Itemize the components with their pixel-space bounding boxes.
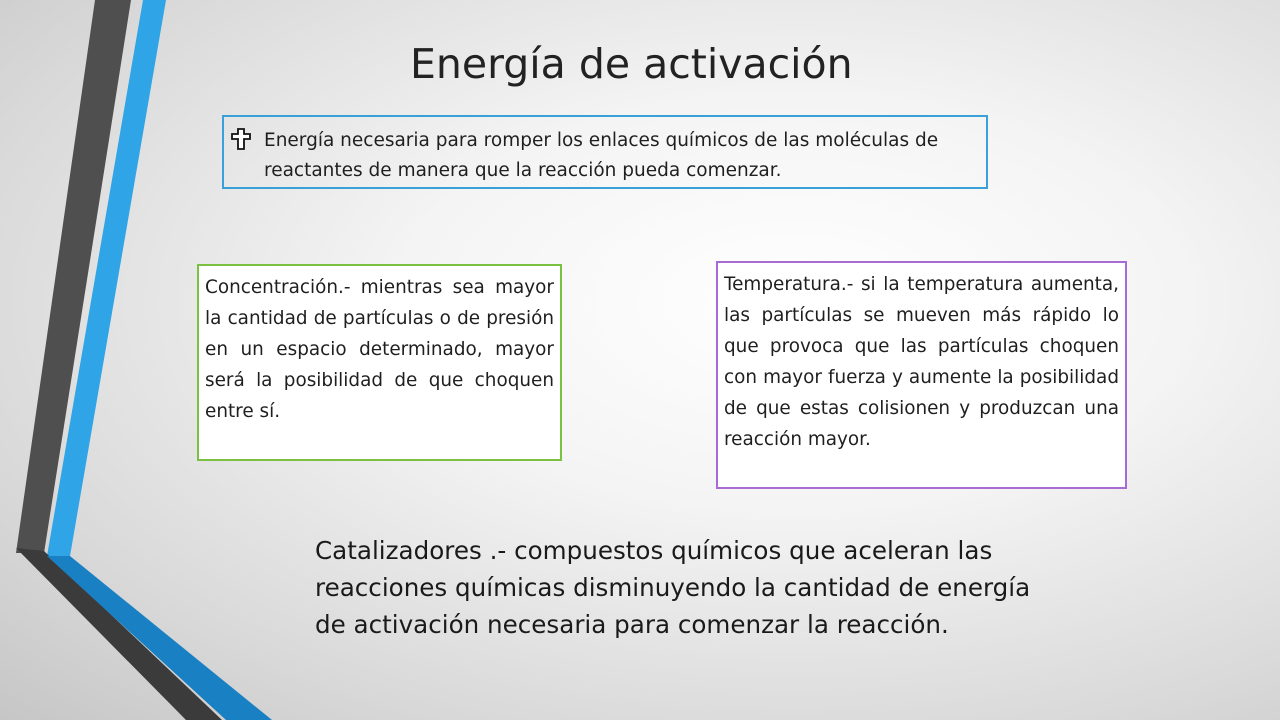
temperature-text: Temperatura.- si la temperatura aumenta, las partículas se mueven más rápido lo que provoca que las partículas choquen con mayor fuerza y aumente la posibilidad de que estas colisionen y produzcan una reacción mayor. (724, 274, 1119, 450)
cross-bullet-icon (231, 128, 251, 150)
concentration-box (197, 264, 562, 461)
definition-text: Energía necesaria para romper los enlaces químicos de las moléculas de reactantes de manera que la reacción pueda comenzar. (264, 130, 939, 181)
concentration-text: Concentración.- mientras sea mayor la cantidad de partículas o de presión en un espacio determinado, mayor será la posibilidad de que choquen entre sí. (205, 277, 554, 422)
temperature-box (716, 261, 1127, 489)
slide-title: Energía de activación (410, 40, 853, 88)
catalysts-text: Catalizadores .- compuestos químicos que aceleran las reacciones químicas disminuyendo la cantidad de energía de activación necesaria para comenzar la reacción. (315, 536, 1031, 639)
dark-lower-stripe (16, 548, 222, 720)
blue-lower-stripe (47, 556, 272, 720)
